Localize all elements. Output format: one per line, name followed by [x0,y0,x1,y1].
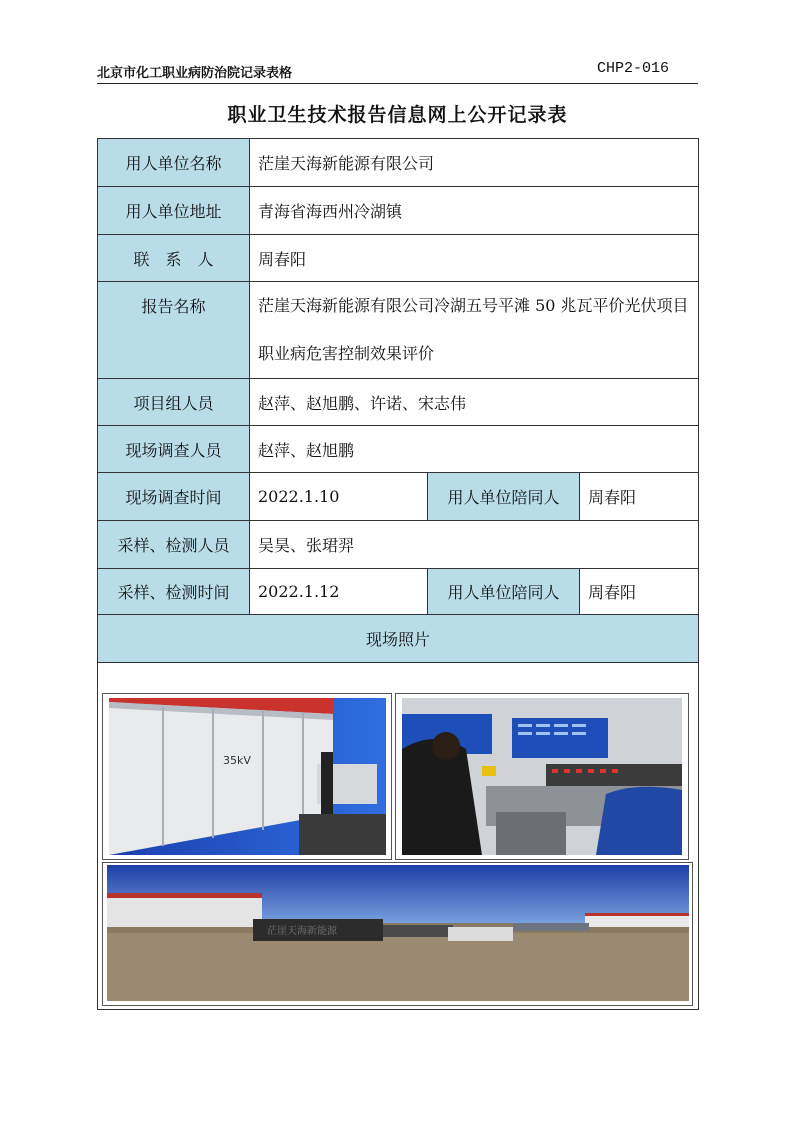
row-survey-time [98,473,699,521]
row-unit-address [98,187,699,235]
site-gate-photo-image [103,863,692,1005]
container-photo-image [103,694,391,859]
gate-sign-text: 茫崖天海新能源 [267,926,337,937]
photo-control-room [395,693,689,860]
contact-value: 周春阳 [250,235,699,282]
header-divider [97,83,698,84]
row-photos-header [98,615,699,663]
row-report-name [98,282,699,379]
row-survey-staff [98,426,699,473]
row-contact [98,235,699,282]
unit-name-value: 茫崖天海新能源有限公司 [250,139,699,187]
sampling-time-label: 采样、检测时间 [98,569,250,615]
photo-container [102,693,392,860]
photos-cell [98,663,699,1010]
unit-address-label: 用人单位地址 [98,187,250,235]
survey-staff-value: 赵萍、赵旭鹏 [250,426,699,473]
contact-label: 联 系 人 [98,235,250,282]
page-title: 职业卫生技术报告信息网上公开记录表 [227,104,568,126]
form-code: CHP2-016 [596,60,669,77]
sampling-companion-value: 周春阳 [580,569,699,615]
sampling-time-value: 2022.1.12 [250,569,428,615]
report-name-value: 茫崖天海新能源有限公司冷湖五号平滩 50 兆瓦平价光伏项目职业病危害控制效果评价 [250,282,699,379]
sampling-companion-label: 用人单位陪同人 [428,569,580,615]
team-value: 赵萍、赵旭鹏、许诺、宋志伟 [250,379,699,426]
record-table [97,138,699,1010]
row-photos [98,663,699,1010]
team-label: 项目组人员 [98,379,250,426]
sampling-staff-label: 采样、检测人员 [98,521,250,569]
photos-section-label: 现场照片 [98,615,699,663]
org-name: 北京市化工职业病防治院记录表格 [97,66,293,81]
row-sampling-staff [98,521,699,569]
unit-address-value: 青海省海西州冷湖镇 [250,187,699,235]
control-room-photo-image [396,694,688,859]
survey-time-label: 现场调查时间 [98,473,250,521]
photo-site-gate [102,862,693,1006]
survey-time-value: 2022.1.10 [250,473,428,521]
unit-name-label: 用人单位名称 [98,139,250,187]
row-sampling-time [98,569,699,615]
row-team [98,379,699,426]
sampling-staff-value: 吴昊、张珺羿 [250,521,699,569]
survey-companion-value: 周春阳 [580,473,699,521]
page-header [97,60,697,82]
container-label-text: 35kV [223,754,251,767]
report-name-label: 报告名称 [98,282,250,379]
survey-staff-label: 现场调查人员 [98,426,250,473]
row-unit-name [98,139,699,187]
survey-companion-label: 用人单位陪同人 [428,473,580,521]
